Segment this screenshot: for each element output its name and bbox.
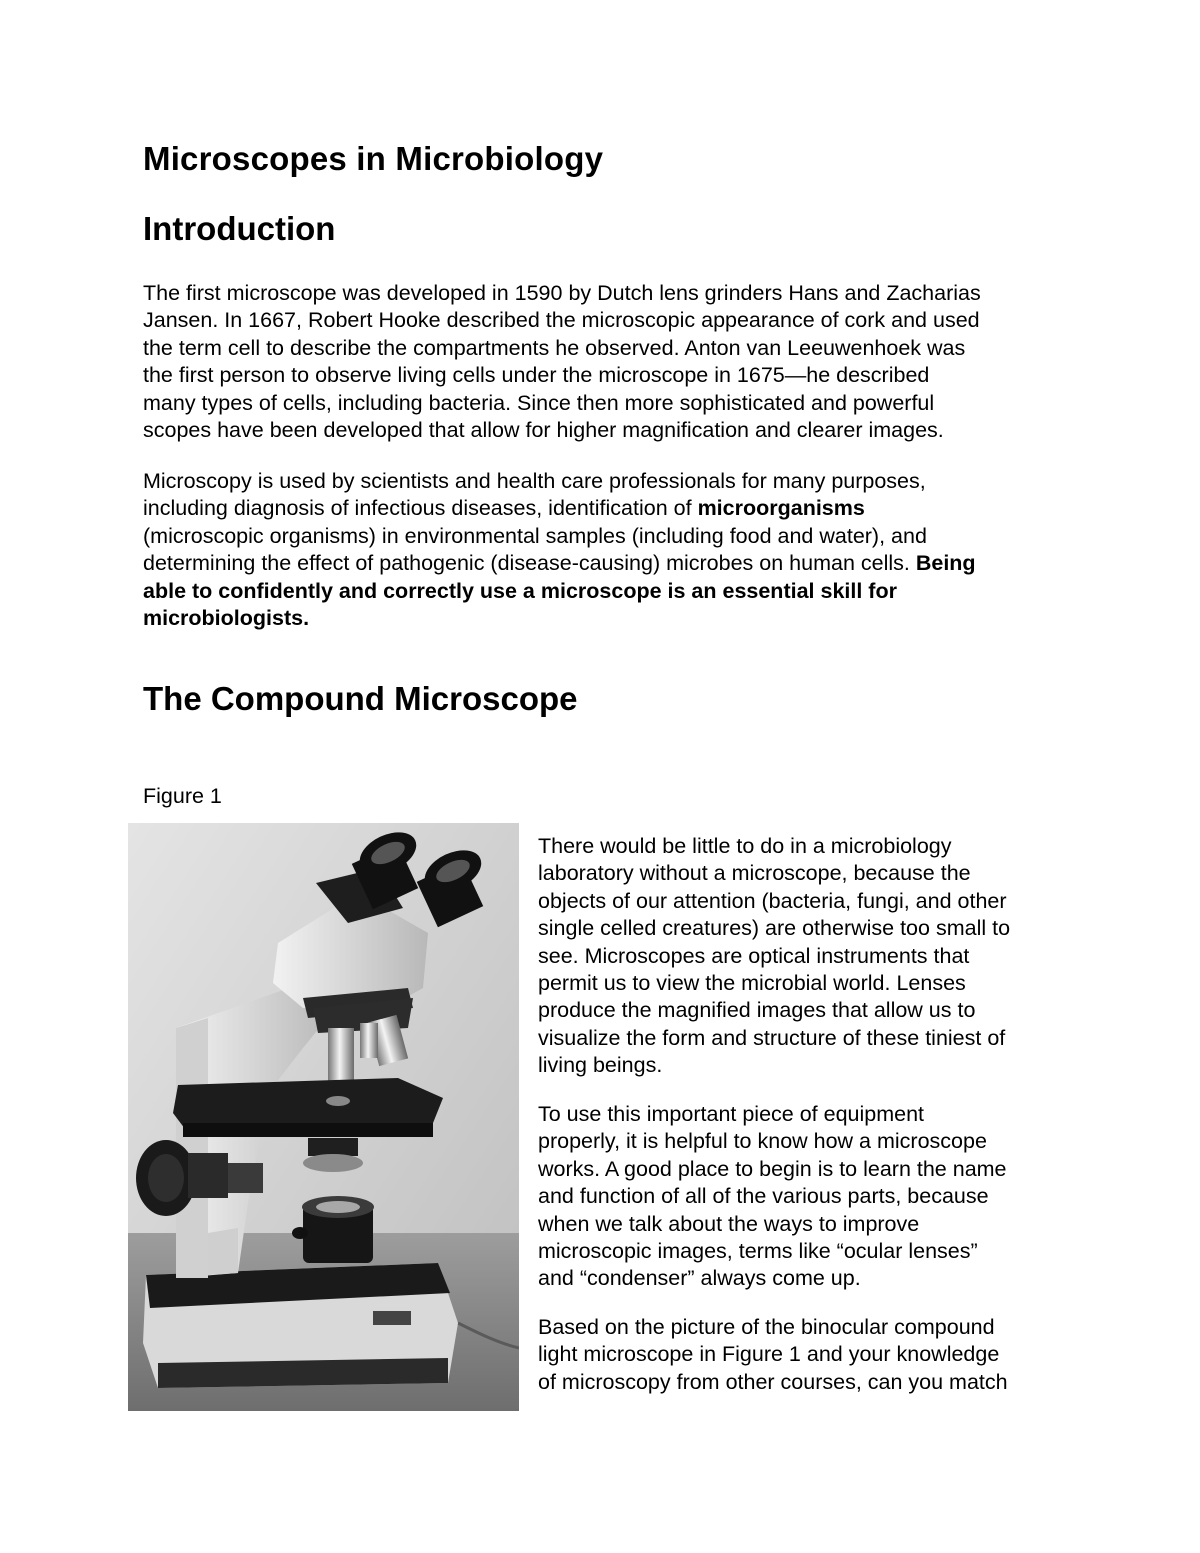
text-line: when we talk about the ways to improve xyxy=(538,1211,920,1236)
text-line: Microscopy is used by scientists and health care professionals for many purposes, xyxy=(143,469,926,493)
text-line: the term cell to describe the compartments he observed. Anton van Leeuwenhoek was xyxy=(143,335,966,360)
text-line: living beings. xyxy=(538,1053,663,1078)
text-line: There would be little to do in a microbiology xyxy=(538,834,952,858)
text-line: To use this important piece of equipment xyxy=(538,1102,925,1126)
text-line: properly, it is helpful to know how a microscope xyxy=(538,1129,987,1154)
bold-emphasis: microbiologists. xyxy=(143,606,310,631)
text-line: visualize the form and structure of these tiniest of xyxy=(538,1025,1006,1050)
text-line xyxy=(143,605,976,632)
text-line: scopes have been developed that allow for higher magnification and clearer images. xyxy=(143,418,944,443)
text-line: laboratory without a microscope, because the xyxy=(538,861,971,886)
introduction-heading: Introduction xyxy=(143,210,336,247)
text-line xyxy=(143,550,976,577)
intro-paragraph-1 xyxy=(143,280,981,444)
microscope-photo xyxy=(128,823,519,1411)
intro-paragraph-2 xyxy=(143,468,976,632)
text-line: many types of cells, including bacteria. Since then more sophisticated and powerful xyxy=(143,390,935,415)
right-paragraph-3 xyxy=(538,1314,1008,1396)
text-line: and “condenser” always come up. xyxy=(538,1266,861,1291)
text-line: works. A good place to begin is to learn the name xyxy=(538,1156,1007,1181)
figure-label: Figure 1 xyxy=(143,784,222,808)
text-run: determining the effect of pathogenic (disease-causing) microbes on human cells. xyxy=(143,551,916,576)
text-line: produce the magnified images that allow us to xyxy=(538,998,976,1023)
compound-microscope-heading: The Compound Microscope xyxy=(143,680,578,717)
page-title: Microscopes in Microbiology xyxy=(143,140,604,177)
bold-emphasis: Being xyxy=(915,551,976,576)
text-line xyxy=(143,578,976,605)
text-line: and function of all of the various parts, because xyxy=(538,1184,989,1209)
right-paragraph-1 xyxy=(538,833,1010,1080)
text-line xyxy=(143,495,976,522)
text-line: permit us to view the microbial world. Lenses xyxy=(538,971,966,996)
bold-term-microorganisms: microorganisms xyxy=(697,496,865,521)
text-line: Based on the picture of the binocular compound xyxy=(538,1315,995,1339)
text-line: single celled creatures) are otherwise too small to xyxy=(538,916,1011,941)
text-line: the first person to observe living cells under the microscope in 1675—he described xyxy=(143,363,930,388)
text-line: of microscopy from other courses, can you match xyxy=(538,1369,1008,1394)
text-line: microscopic images, terms like “ocular lenses” xyxy=(538,1239,978,1264)
text-line: (microscopic organisms) in environmental samples (including food and water), and xyxy=(143,523,927,548)
text-line: objects of our attention (bacteria, fungi, and other xyxy=(538,888,1007,913)
text-line: light microscope in Figure 1 and your knowledge xyxy=(538,1342,1000,1367)
text-line: Jansen. In 1667, Robert Hooke described the microscopic appearance of cork and used xyxy=(143,308,980,333)
text-line: The first microscope was developed in 1590 by Dutch lens grinders Hans and Zacharias xyxy=(143,281,981,305)
bold-emphasis: able to confidently and correctly use a microscope is an essential skill for xyxy=(143,578,897,603)
text-run: including diagnosis of infectious diseases, identification of xyxy=(143,496,698,521)
text-line: see. Microscopes are optical instruments that xyxy=(538,943,970,968)
right-paragraph-2 xyxy=(538,1101,1007,1293)
